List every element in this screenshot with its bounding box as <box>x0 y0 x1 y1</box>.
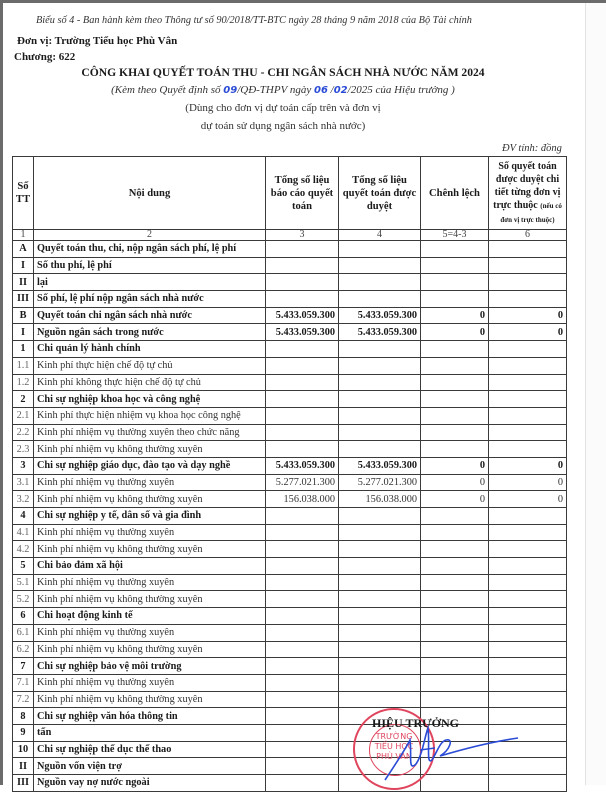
table-row <box>13 257 567 274</box>
table-row <box>13 574 567 591</box>
cell-difference <box>421 574 489 591</box>
cell-content: Kinh phí nhiệm vụ thường xuyên <box>34 574 266 591</box>
cell-difference <box>421 357 489 374</box>
cell-difference: 0 <box>421 324 489 341</box>
cell-content: Kinh phí nhiệm vụ không thường xuyên <box>34 541 266 558</box>
cell-detail: 0 <box>489 307 567 324</box>
table-row <box>13 674 567 691</box>
subtitle-sep: / <box>327 84 334 96</box>
cell-content: Kinh phí nhiệm vụ thường xuyên <box>34 474 266 491</box>
cell-stt: 2.1 <box>13 407 34 424</box>
cell-content: Nguồn ngân sách trong nước <box>34 324 266 341</box>
cell-stt: 4 <box>13 508 34 525</box>
cell-stt: 7.2 <box>13 691 34 708</box>
cell-detail <box>489 374 567 391</box>
cell-difference <box>421 291 489 308</box>
cell-content: Kinh phí nhiệm vụ thường xuyên <box>34 524 266 541</box>
table-row <box>13 641 567 658</box>
cell-content: Chi sự nghiệp khoa học và công nghệ <box>34 391 266 408</box>
column-number: 1 <box>13 230 34 241</box>
cell-content: Quyết toán chi ngân sách nhà nước <box>34 307 266 324</box>
table-row <box>13 291 567 308</box>
cell-reported <box>266 708 339 725</box>
cell-content: Số phí, lệ phí nộp ngân sách nhà nước <box>34 291 266 308</box>
cell-difference <box>421 424 489 441</box>
cell-difference <box>421 658 489 675</box>
table-header-row <box>13 157 567 230</box>
cell-stt: III <box>13 291 34 308</box>
cell-detail <box>489 541 567 558</box>
cell-content: Chi sự nghiệp văn hóa thông tin <box>34 708 266 725</box>
table-row <box>13 558 567 575</box>
cell-difference <box>421 391 489 408</box>
cell-reported <box>266 591 339 608</box>
cell-reported <box>266 574 339 591</box>
cell-approved: 5.433.059.300 <box>339 307 421 324</box>
cell-difference <box>421 524 489 541</box>
cell-stt: A <box>13 241 34 258</box>
currency-unit-label: ĐV tính: đồng <box>502 143 562 154</box>
cell-stt: 3.1 <box>13 474 34 491</box>
column-header-difference: Chênh lệch <box>421 157 489 230</box>
cell-reported <box>266 658 339 675</box>
page-edge <box>585 3 586 785</box>
cell-content: Kinh phí nhiệm vụ thường xuyên <box>34 624 266 641</box>
subtitle-mid: /QĐ-THPV ngày <box>237 84 314 96</box>
column-number: 2 <box>34 230 266 241</box>
cell-content: Chi sự nghiệp y tế, dân số và gia đình <box>34 508 266 525</box>
table-row <box>13 407 567 424</box>
cell-approved <box>339 441 421 458</box>
cell-approved <box>339 391 421 408</box>
cell-stt: 9 <box>13 724 34 741</box>
cell-content: Kinh phí nhiệm vụ không thường xuyên <box>34 491 266 508</box>
cell-reported: 5.277.021.300 <box>266 474 339 491</box>
cell-detail <box>489 391 567 408</box>
cell-reported <box>266 775 339 792</box>
column-number: 6 <box>489 230 567 241</box>
table-row <box>13 508 567 525</box>
column-header-stt: Số TT <box>13 157 34 230</box>
stamp-text-line-3: PHÙ VÂN <box>376 752 412 761</box>
usage-note-line-1: (Dùng cho đơn vị dự toán cấp trên và đơn vị <box>185 102 381 114</box>
cell-detail <box>489 441 567 458</box>
cell-approved <box>339 691 421 708</box>
cell-detail: 0 <box>489 457 567 474</box>
cell-stt: 6.2 <box>13 641 34 658</box>
cell-detail <box>489 691 567 708</box>
cell-approved <box>339 674 421 691</box>
stamp-text-line-2: TIỂU HỌC <box>374 742 414 751</box>
cell-content: Kinh phí nhiệm vụ không thường xuyên <box>34 691 266 708</box>
cell-stt: 8 <box>13 708 34 725</box>
cell-stt: II <box>13 274 34 291</box>
cell-approved <box>339 624 421 641</box>
table-row <box>13 474 567 491</box>
cell-approved <box>339 241 421 258</box>
table-row <box>13 391 567 408</box>
cell-content: Chi hoạt động kinh tế <box>34 608 266 625</box>
cell-detail: 0 <box>489 474 567 491</box>
table-row <box>13 357 567 374</box>
cell-detail <box>489 291 567 308</box>
cell-detail <box>489 357 567 374</box>
cell-difference <box>421 608 489 625</box>
cell-detail: 0 <box>489 491 567 508</box>
column-header-detail-label: Số quyết toán được duyệt chi tiết từng đơn vị trực thuộc <box>493 160 561 211</box>
cell-approved <box>339 257 421 274</box>
cell-difference <box>421 641 489 658</box>
cell-detail <box>489 574 567 591</box>
cell-difference <box>421 241 489 258</box>
budget-chapter: Chương: 622 <box>14 51 76 63</box>
cell-approved: 5.433.059.300 <box>339 457 421 474</box>
table-row <box>13 624 567 641</box>
table-row <box>13 658 567 675</box>
table-row <box>13 324 567 341</box>
cell-stt: I <box>13 257 34 274</box>
budget-settlement-table <box>12 156 567 792</box>
cell-content: Kinh phí nhiệm vụ không thường xuyên <box>34 441 266 458</box>
cell-approved <box>339 608 421 625</box>
cell-reported <box>266 374 339 391</box>
cell-content: Chi sự nghiệp bảo vệ môi trường <box>34 658 266 675</box>
cell-approved <box>339 341 421 358</box>
column-header-approved: Tổng số liệu quyết toán được duyệt <box>339 157 421 230</box>
cell-difference <box>421 591 489 608</box>
cell-difference <box>421 558 489 575</box>
cell-approved <box>339 424 421 441</box>
page-margin <box>586 3 606 785</box>
cell-stt: 7 <box>13 658 34 675</box>
cell-stt: 2 <box>13 391 34 408</box>
cell-approved <box>339 658 421 675</box>
decision-day: 06 <box>313 85 328 96</box>
cell-reported <box>266 274 339 291</box>
column-header-detail <box>489 157 567 230</box>
cell-difference <box>421 341 489 358</box>
table-row <box>13 241 567 258</box>
cell-detail <box>489 591 567 608</box>
cell-reported <box>266 741 339 758</box>
cell-reported <box>266 441 339 458</box>
cell-approved <box>339 508 421 525</box>
cell-detail <box>489 257 567 274</box>
cell-reported: 5.433.059.300 <box>266 307 339 324</box>
cell-stt: 4.2 <box>13 541 34 558</box>
column-header-content: Nội dung <box>34 157 266 230</box>
decision-number: 09 <box>223 85 238 96</box>
cell-content: Chi quản lý hành chính <box>34 341 266 358</box>
cell-difference: 0 <box>421 491 489 508</box>
cell-content: lại <box>34 274 266 291</box>
table-row <box>13 274 567 291</box>
cell-reported <box>266 691 339 708</box>
cell-stt: 5.1 <box>13 574 34 591</box>
cell-difference <box>421 691 489 708</box>
form-reference-note: Biểu số 4 - Ban hành kèm theo Thông tư số 90/2018/TT-BTC ngày 28 tháng 9 năm 2018 của Bộ Tài chính <box>36 15 472 26</box>
cell-approved <box>339 574 421 591</box>
cell-reported <box>266 424 339 441</box>
cell-stt: 2.2 <box>13 424 34 441</box>
cell-stt: 10 <box>13 741 34 758</box>
cell-reported <box>266 674 339 691</box>
cell-reported <box>266 291 339 308</box>
cell-reported <box>266 508 339 525</box>
cell-approved <box>339 558 421 575</box>
cell-content: tấn <box>34 724 266 741</box>
cell-stt: III <box>13 775 34 792</box>
cell-difference: 0 <box>421 457 489 474</box>
table-row <box>13 457 567 474</box>
cell-detail <box>489 274 567 291</box>
cell-detail <box>489 558 567 575</box>
table-row <box>13 591 567 608</box>
cell-content: Kinh phí thực hiện chế độ tự chủ <box>34 357 266 374</box>
cell-stt: B <box>13 307 34 324</box>
column-number: 5=4-3 <box>421 230 489 241</box>
cell-content: Chi sự nghiệp thể dục thể thao <box>34 741 266 758</box>
cell-approved <box>339 291 421 308</box>
cell-detail <box>489 524 567 541</box>
cell-difference <box>421 441 489 458</box>
cell-reported <box>266 624 339 641</box>
table-row <box>13 524 567 541</box>
cell-content: Nguồn vốn viện trợ <box>34 758 266 775</box>
cell-difference <box>421 374 489 391</box>
cell-approved <box>339 524 421 541</box>
signature-stroke <box>385 728 518 780</box>
cell-detail <box>489 674 567 691</box>
column-number: 3 <box>266 230 339 241</box>
table-body <box>13 241 567 792</box>
cell-content: Chi sự nghiệp giáo dục, đào tạo và dạy nghề <box>34 457 266 474</box>
cell-content: Kinh phí nhiệm vụ không thường xuyên <box>34 641 266 658</box>
cell-content: Kinh phí không thực hiện chế độ tự chủ <box>34 374 266 391</box>
column-number: 4 <box>339 230 421 241</box>
cell-stt: 6 <box>13 608 34 625</box>
cell-difference <box>421 407 489 424</box>
cell-stt: 6.1 <box>13 624 34 641</box>
cell-reported: 156.038.000 <box>266 491 339 508</box>
cell-difference: 0 <box>421 474 489 491</box>
table-row <box>13 307 567 324</box>
table-row <box>13 424 567 441</box>
table-row <box>13 441 567 458</box>
cell-detail <box>489 641 567 658</box>
cell-reported <box>266 558 339 575</box>
cell-reported <box>266 391 339 408</box>
cell-stt: 2.3 <box>13 441 34 458</box>
cell-stt: 5 <box>13 558 34 575</box>
cell-detail <box>489 241 567 258</box>
cell-reported: 5.433.059.300 <box>266 457 339 474</box>
subtitle-suffix: /2025 của Hiệu trưởng ) <box>347 84 455 96</box>
cell-detail <box>489 624 567 641</box>
cell-stt: 1 <box>13 341 34 358</box>
cell-approved: 5.277.021.300 <box>339 474 421 491</box>
cell-content: Quyết toán thu, chi, nộp ngân sách phí, lệ phí <box>34 241 266 258</box>
table-row <box>13 541 567 558</box>
table-row <box>13 491 567 508</box>
cell-detail <box>489 608 567 625</box>
cell-reported: 5.433.059.300 <box>266 324 339 341</box>
usage-note-line-2: dự toán sử dụng ngân sách nhà nước) <box>200 120 366 132</box>
cell-stt: 1.1 <box>13 357 34 374</box>
cell-stt: 3.2 <box>13 491 34 508</box>
cell-stt: 5.2 <box>13 591 34 608</box>
window-frame-left <box>0 0 3 785</box>
subtitle-prefix: (Kèm theo Quyết định số <box>111 84 224 96</box>
table-row <box>13 691 567 708</box>
column-header-reported: Tổng số liệu báo cáo quyết toán <box>266 157 339 230</box>
cell-reported <box>266 341 339 358</box>
cell-difference: 0 <box>421 307 489 324</box>
stamp-text-line-1: TRƯỜNG <box>375 732 413 741</box>
cell-content: Nguồn vay nợ nước ngoài <box>34 775 266 792</box>
principal-signature <box>380 720 520 785</box>
cell-difference <box>421 541 489 558</box>
cell-content: Kinh phí nhiệm vụ không thường xuyên <box>34 591 266 608</box>
window-frame-top <box>0 0 606 3</box>
column-number-row <box>13 230 567 241</box>
cell-content: Số thu phí, lệ phí <box>34 257 266 274</box>
cell-stt: 3 <box>13 457 34 474</box>
cell-approved: 156.038.000 <box>339 491 421 508</box>
cell-approved <box>339 374 421 391</box>
cell-detail <box>489 508 567 525</box>
cell-difference <box>421 674 489 691</box>
cell-approved <box>339 591 421 608</box>
cell-reported <box>266 641 339 658</box>
cell-reported <box>266 257 339 274</box>
cell-detail <box>489 424 567 441</box>
cell-approved <box>339 541 421 558</box>
cell-detail <box>489 341 567 358</box>
cell-difference <box>421 624 489 641</box>
cell-stt: I <box>13 324 34 341</box>
cell-content: Kinh phí nhiệm vụ thường xuyên <box>34 674 266 691</box>
table-row <box>13 341 567 358</box>
cell-reported <box>266 407 339 424</box>
cell-difference <box>421 508 489 525</box>
cell-reported <box>266 357 339 374</box>
organization-unit: Đơn vị: Trường Tiểu học Phù Vân <box>17 35 178 47</box>
cell-difference <box>421 274 489 291</box>
cell-reported <box>266 524 339 541</box>
table-row <box>13 374 567 391</box>
cell-reported <box>266 758 339 775</box>
cell-stt: 4.1 <box>13 524 34 541</box>
cell-approved <box>339 407 421 424</box>
cell-approved <box>339 641 421 658</box>
cell-content: Chi bảo đảm xã hội <box>34 558 266 575</box>
cell-reported <box>266 724 339 741</box>
document-title: CÔNG KHAI QUYẾT TOÁN THU - CHI NGÂN SÁCH NHÀ NƯỚC NĂM 2024 <box>81 66 485 79</box>
cell-detail <box>489 658 567 675</box>
cell-approved <box>339 357 421 374</box>
cell-stt: II <box>13 758 34 775</box>
cell-content: Kinh phí thực hiện nhiệm vụ khoa học công nghệ <box>34 407 266 424</box>
cell-approved <box>339 274 421 291</box>
cell-difference <box>421 257 489 274</box>
cell-reported <box>266 541 339 558</box>
cell-stt: 1.2 <box>13 374 34 391</box>
decision-month: 02 <box>333 85 348 96</box>
document-subtitle <box>0 84 566 96</box>
cell-detail: 0 <box>489 324 567 341</box>
cell-reported <box>266 241 339 258</box>
cell-approved: 5.433.059.300 <box>339 324 421 341</box>
column-header-detail-note: (nếu có đơn vị trực thuộc) <box>500 201 562 224</box>
table-row <box>13 608 567 625</box>
principal-title: HIỆU TRƯỞNG <box>372 716 460 730</box>
cell-content: Kinh phí nhiệm vụ thường xuyên theo chức năng <box>34 424 266 441</box>
cell-detail <box>489 407 567 424</box>
cell-stt: 7.1 <box>13 674 34 691</box>
cell-reported <box>266 608 339 625</box>
